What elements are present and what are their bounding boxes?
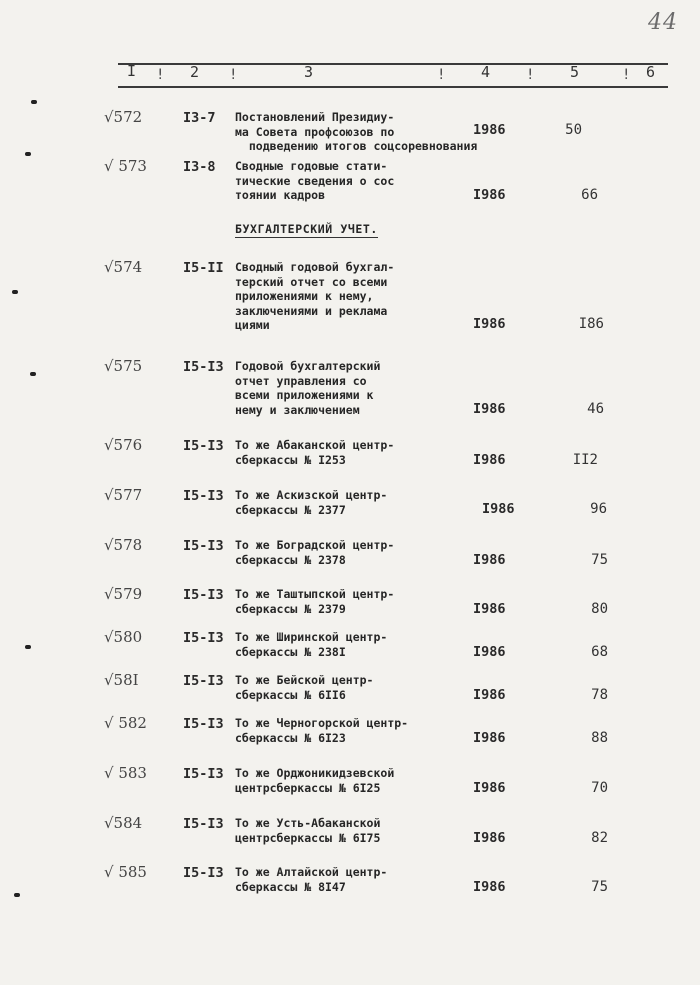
entry-number: √576 — [104, 436, 143, 454]
column-separator: ! — [437, 67, 446, 83]
entry-sheets: 75 — [591, 552, 608, 568]
entry-year: 1986 — [473, 122, 506, 138]
entry-number: √ 573 — [104, 157, 147, 175]
entry-description: Сводный годовой бухгал- терский отчет со всеми приложениями к нему, заключениями и реклама циями — [235, 260, 395, 332]
entry-year: I986 — [473, 601, 506, 617]
column-header-4: 4 — [481, 63, 491, 81]
entry-description: То же Орджоникидзевской центрсберкассы № 6I25 — [235, 766, 395, 795]
entry-sheets: 75 — [591, 879, 608, 895]
entry-number: √574 — [104, 258, 143, 276]
entry-code: I5-I3 — [183, 438, 224, 454]
entry-number: √58I — [104, 671, 139, 689]
scan-speck — [30, 372, 36, 376]
entry-number: √578 — [104, 536, 143, 554]
entry-year: I986 — [473, 830, 506, 846]
entry-year: I986 — [473, 730, 506, 746]
entry-code: I5-I3 — [183, 538, 224, 554]
entry-number: √ 585 — [104, 863, 147, 881]
entry-year: I986 — [473, 780, 506, 796]
entry-description: То же Таштыпской центр- сберкассы № 2379 — [235, 587, 395, 616]
entry-sheets: 66 — [581, 187, 598, 203]
entry-year: I986 — [473, 687, 506, 703]
entry-number: √575 — [104, 357, 143, 375]
entry-code: I5-I3 — [183, 673, 224, 689]
column-header-1: I — [127, 62, 137, 80]
section-title: БУХГАЛТЕРСКИЙ УЧЕТ. — [235, 222, 378, 236]
page-number: 44 — [648, 10, 678, 35]
entry-number: √579 — [104, 585, 143, 603]
entry-sheets: I86 — [578, 316, 604, 332]
entry-code: I5-I3 — [183, 766, 224, 782]
entry-sheets: 68 — [591, 644, 608, 660]
entry-code: I5-I3 — [183, 865, 224, 881]
entry-sheets: 78 — [591, 687, 608, 703]
scan-speck — [25, 152, 31, 156]
entry-sheets: 80 — [591, 601, 608, 617]
header-bottom-rule — [118, 86, 668, 88]
entry-description: То же Аскизской центр- сберкассы № 2377 — [235, 488, 388, 517]
column-separator: ! — [229, 67, 238, 83]
entry-number: √ 583 — [104, 764, 147, 782]
entry-description: Постановлений Президиу- ма Совета профсоюзов по подведению итогов соцсоревнования — [235, 110, 478, 153]
column-header-6: 6 — [646, 63, 656, 81]
column-separator: ! — [526, 67, 535, 83]
column-header-5: 5 — [570, 63, 580, 81]
entry-description: То же Черногорской центр- сберкассы № 6I23 — [235, 716, 409, 745]
entry-description: Годовой бухгалтерский отчет управления со всеми приложениями к нему и заключением — [235, 359, 381, 417]
entry-number: √577 — [104, 486, 143, 504]
entry-year: I986 — [473, 401, 506, 417]
entry-year: I986 — [473, 644, 506, 660]
column-separator: ! — [622, 67, 631, 83]
entry-sheets: 96 — [590, 501, 607, 517]
entry-year: I986 — [473, 552, 506, 568]
entry-year: I986 — [473, 452, 506, 468]
scan-speck — [31, 100, 37, 104]
entry-code: I3-8 — [183, 159, 216, 175]
column-header-3: 3 — [304, 63, 314, 81]
entry-sheets: 88 — [591, 730, 608, 746]
entry-description: То же Боградской центр- сберкассы № 2378 — [235, 538, 395, 567]
entry-sheets: 82 — [591, 830, 608, 846]
entry-description: То же Абаканской центр- сберкассы № I253 — [235, 438, 395, 467]
scan-speck — [25, 645, 31, 649]
entry-number: √584 — [104, 814, 143, 832]
entry-description: То же Алтайской центр- сберкассы № 8I47 — [235, 865, 388, 894]
entry-code: I5-I3 — [183, 488, 224, 504]
scan-speck — [12, 290, 18, 294]
entry-number: √580 — [104, 628, 143, 646]
entry-code: I5-I3 — [183, 630, 224, 646]
entry-code: I5-I3 — [183, 716, 224, 732]
entry-sheets: 50 — [565, 122, 582, 138]
column-separator: ! — [156, 67, 165, 83]
entry-code: I5-I3 — [183, 816, 224, 832]
entry-code: I5-I3 — [183, 587, 224, 603]
entry-number: √572 — [104, 108, 143, 126]
entry-description: То же Ширинской центр- сберкассы № 238I — [235, 630, 388, 659]
entry-description: То же Бейской центр- сберкассы № 6II6 — [235, 673, 374, 702]
entry-sheets: 70 — [591, 780, 608, 796]
entry-description: То же Усть-Абаканской центрсберкассы № 6I75 — [235, 816, 381, 845]
entry-year: I986 — [482, 501, 515, 517]
entry-number: √ 582 — [104, 714, 147, 732]
entry-code: I3-7 — [183, 110, 216, 126]
table-header — [0, 63, 700, 85]
scan-speck — [14, 893, 20, 897]
entry-year: I986 — [473, 879, 506, 895]
entry-sheets: 46 — [587, 401, 604, 417]
entry-year: I986 — [473, 316, 506, 332]
entry-year: I986 — [473, 187, 506, 203]
column-header-2: 2 — [190, 63, 200, 81]
entry-sheets: II2 — [572, 452, 598, 468]
entry-code: I5-II — [183, 260, 224, 276]
entry-code: I5-I3 — [183, 359, 224, 375]
entry-description: Сводные годовые стати- тические сведения о сос тоянии кадров — [235, 159, 395, 202]
